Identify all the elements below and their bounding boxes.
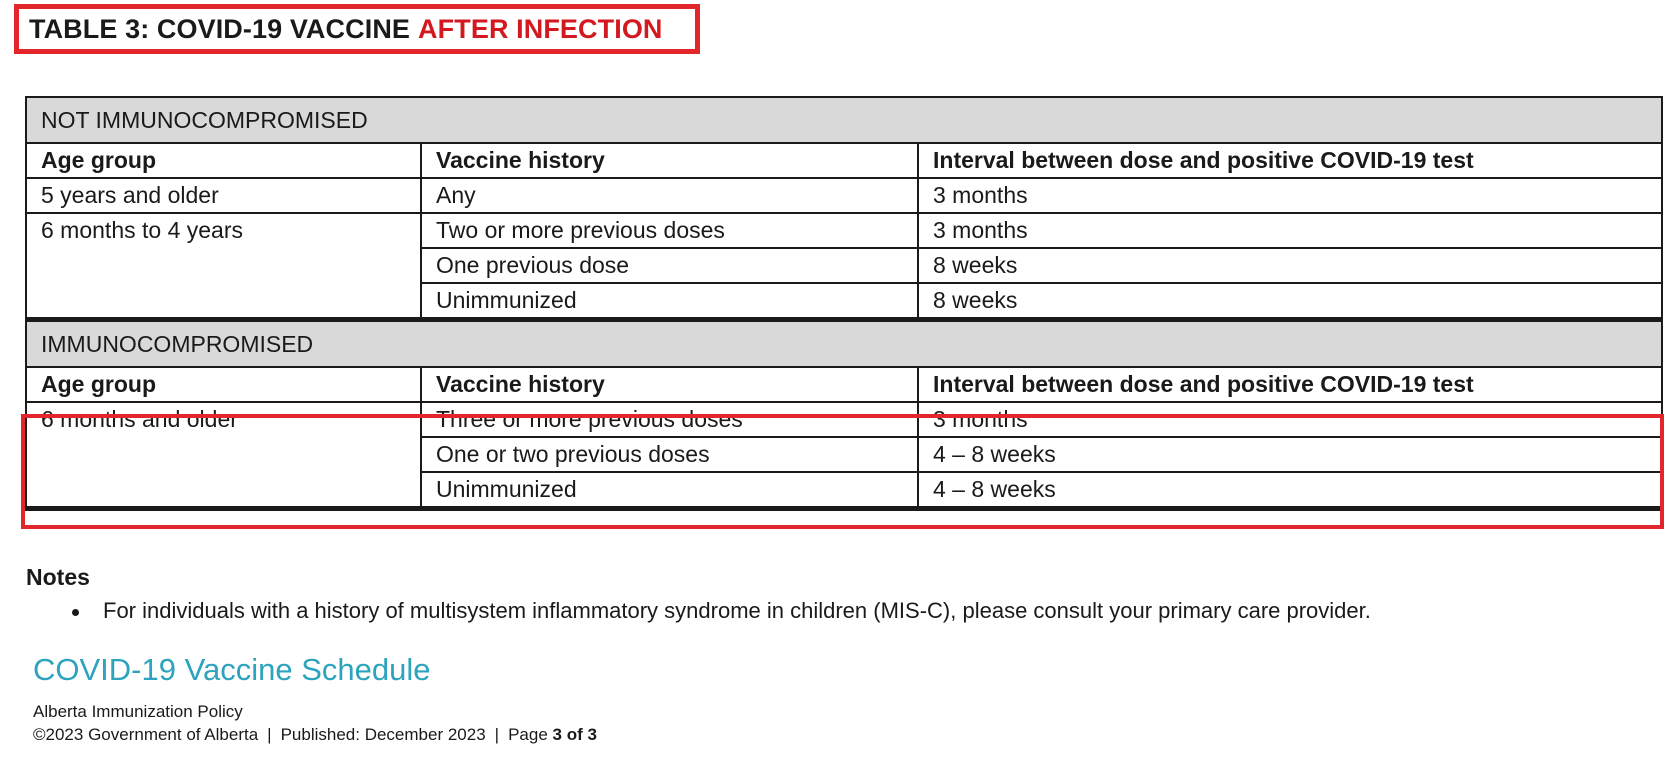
- table-row: [26, 178, 1662, 213]
- table-row: [26, 213, 1662, 248]
- section-label-not-immunocompromised: NOT IMMUNOCOMPROMISED: [26, 97, 1662, 143]
- bullet-icon: [72, 609, 79, 616]
- notes-heading: Notes: [26, 564, 90, 590]
- interval-cell: 8 weeks: [918, 248, 1662, 283]
- column-header-vaccine-history: Vaccine history: [421, 143, 918, 178]
- interval-cell: 4 – 8 weeks: [918, 472, 1662, 509]
- column-header-row: [26, 143, 1662, 178]
- interval-cell: 3 months: [918, 178, 1662, 213]
- column-header-age-group: Age group: [26, 143, 421, 178]
- footer-page-current: 3: [552, 725, 562, 744]
- footer-organization: Alberta Immunization Policy: [33, 702, 243, 721]
- footer-published: Published: December 2023: [280, 725, 486, 744]
- column-header-age-group: Age group: [26, 367, 421, 402]
- vaccine-history-cell: Any: [421, 178, 918, 213]
- interval-cell: 8 weeks: [918, 283, 1662, 320]
- table-title-prefix: TABLE 3: COVID-19 VACCINE: [29, 13, 411, 44]
- column-header-interval: Interval between dose and positive COVID-19 test: [918, 367, 1662, 402]
- vaccine-history-cell: Two or more previous doses: [421, 213, 918, 248]
- table-row: [26, 402, 1662, 437]
- interval-cell: 4 – 8 weeks: [918, 437, 1662, 472]
- interval-cell: 3 months: [918, 213, 1662, 248]
- footer-copyright: ©2023 Government of Alberta: [33, 725, 259, 744]
- footer-separator: |: [494, 725, 500, 744]
- vaccine-history-cell: One or two previous doses: [421, 437, 918, 472]
- age-group-cell: 6 months and older: [26, 402, 421, 509]
- section-header-row: [26, 97, 1662, 143]
- vaccine-history-cell: One previous dose: [421, 248, 918, 283]
- vaccine-history-cell: Unimmunized: [421, 472, 918, 509]
- footer-page-total: 3: [587, 725, 597, 744]
- vaccine-history-cell: Unimmunized: [421, 283, 918, 320]
- column-header-row: [26, 367, 1662, 402]
- section-label-immunocompromised: IMMUNOCOMPROMISED: [26, 320, 1662, 368]
- footer-separator: |: [267, 725, 272, 744]
- notes-list: [70, 598, 1371, 624]
- table-title-highlight: AFTER INFECTION: [418, 13, 663, 44]
- column-header-vaccine-history: Vaccine history: [421, 367, 918, 402]
- footer-page-of: of: [566, 725, 583, 744]
- footer-publication-line: [33, 725, 597, 745]
- footer-document-title: COVID-19 Vaccine Schedule: [33, 652, 431, 687]
- note-text: For individuals with a history of multisystem inflammatory syndrome in children (MIS-C), please consult your primary care provider.: [103, 598, 1371, 623]
- vaccine-history-cell: Three or more previous doses: [421, 402, 918, 437]
- section-header-row: [26, 320, 1662, 368]
- interval-cell: 3 months: [918, 402, 1662, 437]
- footer-page-prefix: Page: [508, 725, 548, 744]
- age-group-cell: 6 months to 4 years: [26, 213, 421, 320]
- list-item: [70, 598, 1371, 624]
- vaccine-interval-table: [25, 96, 1663, 511]
- column-header-interval: Interval between dose and positive COVID-19 test: [918, 143, 1662, 178]
- age-group-cell: 5 years and older: [26, 178, 421, 213]
- table-title-box: [14, 4, 700, 54]
